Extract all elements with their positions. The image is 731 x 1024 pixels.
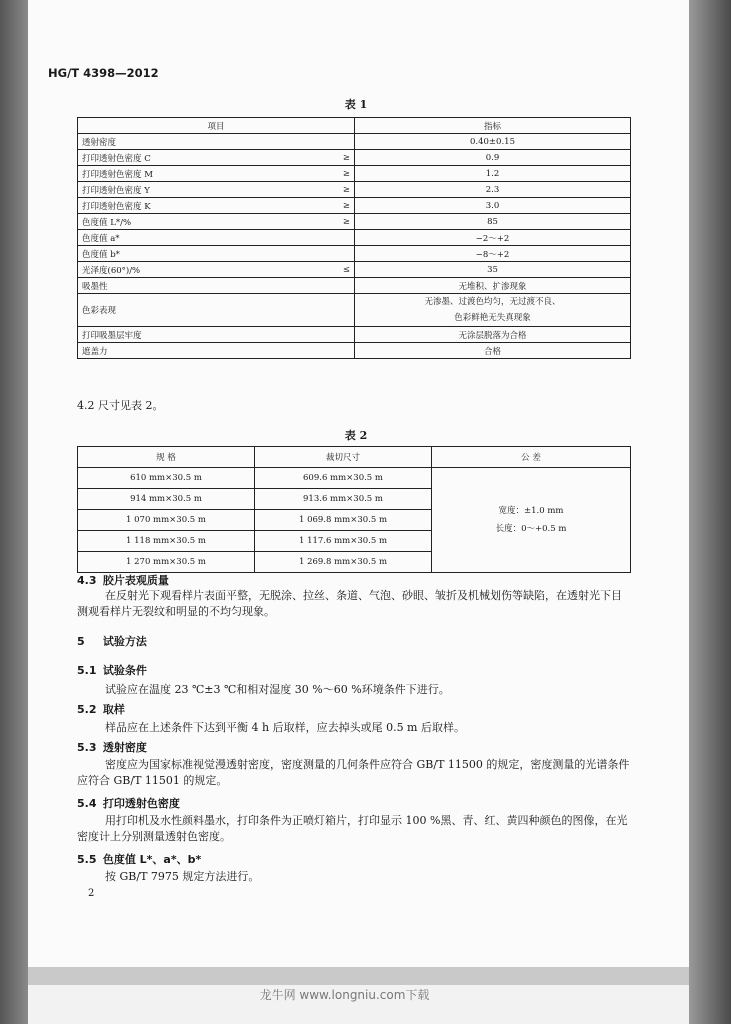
table1-item: 遮盖力: [78, 343, 307, 359]
table1-row: [78, 343, 631, 359]
table1-value: [355, 246, 631, 262]
table1-row: [78, 198, 631, 214]
section-5-3-heading: [77, 739, 147, 755]
table1-value-line: 色彩鲜艳无失真现象: [454, 313, 531, 323]
table2-spec: 1 118 mm×30.5 m: [78, 531, 255, 552]
table1-value-line: 无堆积、扩渗现象: [458, 281, 527, 292]
table1-header-item: 项目: [78, 118, 355, 134]
table1-symbol: [306, 230, 355, 246]
table1-value-line: −8～+2: [475, 249, 510, 260]
table1-row: [78, 327, 631, 343]
table2-spec: 1 270 mm×30.5 m: [78, 552, 255, 573]
table2-caption: 表 2: [344, 429, 368, 442]
table1-value-line: 2.3: [485, 184, 500, 195]
section-5-3-num: 5.3: [77, 741, 97, 754]
table1-row: [78, 214, 631, 230]
section-5-2-num: 5.2: [77, 703, 97, 716]
section-5-5-title: 色度值 L*、a*、b*: [102, 853, 202, 866]
table1-header-value: 指标: [355, 118, 631, 134]
section-5-heading: [77, 633, 147, 649]
table1-symbol: [306, 134, 355, 150]
table1-value-line: −2～+2: [475, 233, 510, 244]
section-5-3-title: 透射密度: [102, 741, 147, 754]
section-5-4-body: 用打印机及水性颜料墨水，打印条件为正喷灯箱片，打印显示 100 %黑、青、红、黄四种颜色的图像，在光密度计上分别测量透射色密度。: [77, 814, 628, 843]
section-5-2-title: 取样: [102, 703, 125, 716]
table2-cut-size: 913.6 mm×30.5 m: [255, 489, 432, 510]
section-5-1-title: 试验条件: [102, 664, 147, 677]
section-5-title: 试验方法: [102, 635, 147, 648]
table2-spec: 914 mm×30.5 m: [78, 489, 255, 510]
table2-cut-size: 1 117.6 mm×30.5 m: [255, 531, 432, 552]
section-5-4-num: 5.4: [77, 797, 97, 810]
section-5-1-heading: [77, 662, 147, 678]
section-5-2-body: 样品应在上述条件下达到平衡 4 h 后取样，应去掉头或尾 0.5 m 后取样。: [105, 721, 465, 734]
section-5-1-body: 试验应在温度 23 ℃±3 ℃和相对湿度 30 %～60 %环境条件下进行。: [105, 683, 450, 696]
table1-value: [355, 278, 631, 294]
section-5-4-title: 打印透射色密度: [102, 797, 180, 810]
table2-tolerance-line: 长度：0～+0.5 m: [495, 524, 567, 534]
table2-cut-size: 1 269.8 mm×30.5 m: [255, 552, 432, 573]
viewer-right-margin: [689, 0, 731, 1024]
table1-item: 光泽度(60°)/%: [78, 262, 307, 278]
table1-value-line: 3.0: [485, 200, 500, 211]
section-5-5-body: 按 GB/T 7975 规定方法进行。: [105, 870, 260, 883]
table1-item: 打印吸墨层牢度: [78, 327, 307, 343]
table1-item: 吸墨性: [78, 278, 307, 294]
table2-cut-size: 1 069.8 mm×30.5 m: [255, 510, 432, 531]
table1-item: 色彩表现: [78, 294, 307, 327]
table1-symbol: ≥: [306, 214, 355, 230]
table2-cut-size: 609.6 mm×30.5 m: [255, 468, 432, 489]
table1-symbol: [306, 343, 355, 359]
table1-caption: 表 1: [344, 98, 368, 111]
section-4-3-num: 4.3: [77, 574, 97, 587]
table1-symbol: ≥: [306, 182, 355, 198]
table1-row: [78, 278, 631, 294]
table1-value: [355, 150, 631, 166]
section-5-5-heading: [77, 851, 201, 867]
table1-item: 色度值 b*: [78, 246, 307, 262]
table1-value-line: 0.9: [485, 152, 500, 163]
table1-symbol: [306, 246, 355, 262]
section-5-3-body: 密度应为国家标准视觉漫透射密度，密度测量的几何条件应符合 GB/T 11500 的规定，密度测量的光谱条件应符合 GB/T 11501 的规定。: [77, 758, 630, 787]
table1-value: [355, 214, 631, 230]
section-5-4-heading: [77, 795, 180, 811]
table1-value: [355, 327, 631, 343]
table1-row: [78, 182, 631, 198]
section-5-5-num: 5.5: [77, 853, 97, 866]
table1-value: [355, 182, 631, 198]
table1-item: 透射密度: [78, 134, 307, 150]
table1-row: [78, 134, 631, 150]
table1-item: 色度值 a*: [78, 230, 307, 246]
table1-value: [355, 230, 631, 246]
table1-value-line: 合格: [483, 346, 501, 357]
table1-row: [78, 166, 631, 182]
table2-header-row: [78, 447, 631, 468]
section-4-3-heading: [77, 572, 169, 588]
table1-value: [355, 294, 631, 327]
table1-value-line: 无涂层脱落为合格: [458, 330, 527, 341]
table1-header-row: [78, 118, 631, 134]
watermark: 龙牛网 www.longniu.com下载: [259, 988, 430, 1002]
table2-header-cut: 裁切尺寸: [255, 447, 432, 468]
table1-row: [78, 294, 631, 327]
table1-item: 打印透射色密度 M: [78, 166, 307, 182]
table1-row: [78, 262, 631, 278]
table1-row: [78, 230, 631, 246]
table2-tolerance-line: 宽度：±1.0 mm: [498, 506, 564, 516]
viewer-left-margin: [0, 0, 28, 1024]
table1-value: [355, 198, 631, 214]
table2-header-tol: 公 差: [432, 447, 631, 468]
section-5-2-heading: [77, 701, 125, 717]
page-number: 2: [88, 888, 95, 899]
table2: [77, 446, 631, 573]
table1-symbol: ≥: [306, 150, 355, 166]
doc-header: HG/T 4398—2012: [48, 66, 159, 80]
table2-tolerance: [432, 468, 631, 573]
table1-symbol: [306, 278, 355, 294]
table1-item: 打印透射色密度 Y: [78, 182, 307, 198]
table1: [77, 117, 631, 359]
table1-value-line: 无渗墨、过渡色均匀，无过渡不良、: [424, 297, 561, 307]
table1-value: [355, 166, 631, 182]
table1-value-line: 0.40±0.15: [470, 136, 515, 147]
section-4-3-title: 胶片表观质量: [102, 574, 169, 587]
table1-symbol: ≥: [306, 198, 355, 214]
table2-row: [78, 468, 631, 489]
section-5-1-num: 5.1: [77, 664, 97, 677]
table1-value-line: 1.2: [485, 168, 500, 179]
table1-symbol: ≥: [306, 166, 355, 182]
table1-item: 打印透射色密度 K: [78, 198, 307, 214]
table2-spec: 1 070 mm×30.5 m: [78, 510, 255, 531]
table1-row: [78, 150, 631, 166]
table1-value-line: 85: [487, 216, 498, 227]
section-4-2: 4.2 尺寸见表 2。: [77, 399, 164, 412]
table1-value: [355, 262, 631, 278]
table1-item: 色度值 L*/%: [78, 214, 307, 230]
table1-row: [78, 246, 631, 262]
table1-value: [355, 134, 631, 150]
table1-symbol: [306, 294, 355, 327]
table2-header-spec: 规 格: [78, 447, 255, 468]
section-5-num: 5: [77, 635, 85, 648]
table1-value: [355, 343, 631, 359]
table1-symbol: [306, 327, 355, 343]
table1-item: 打印透射色密度 C: [78, 150, 307, 166]
section-4-3-body: 在反射光下观看样片表面平整，无脱涂、拉丝、条道、气泡、砂眼、皱折及机械划伤等缺陷，在透射光下目测观看样片无裂纹和明显的不均匀现象。: [77, 589, 622, 618]
table2-spec: 610 mm×30.5 m: [78, 468, 255, 489]
table1-symbol: ≤: [306, 262, 355, 278]
table1-value-line: 35: [487, 264, 498, 275]
